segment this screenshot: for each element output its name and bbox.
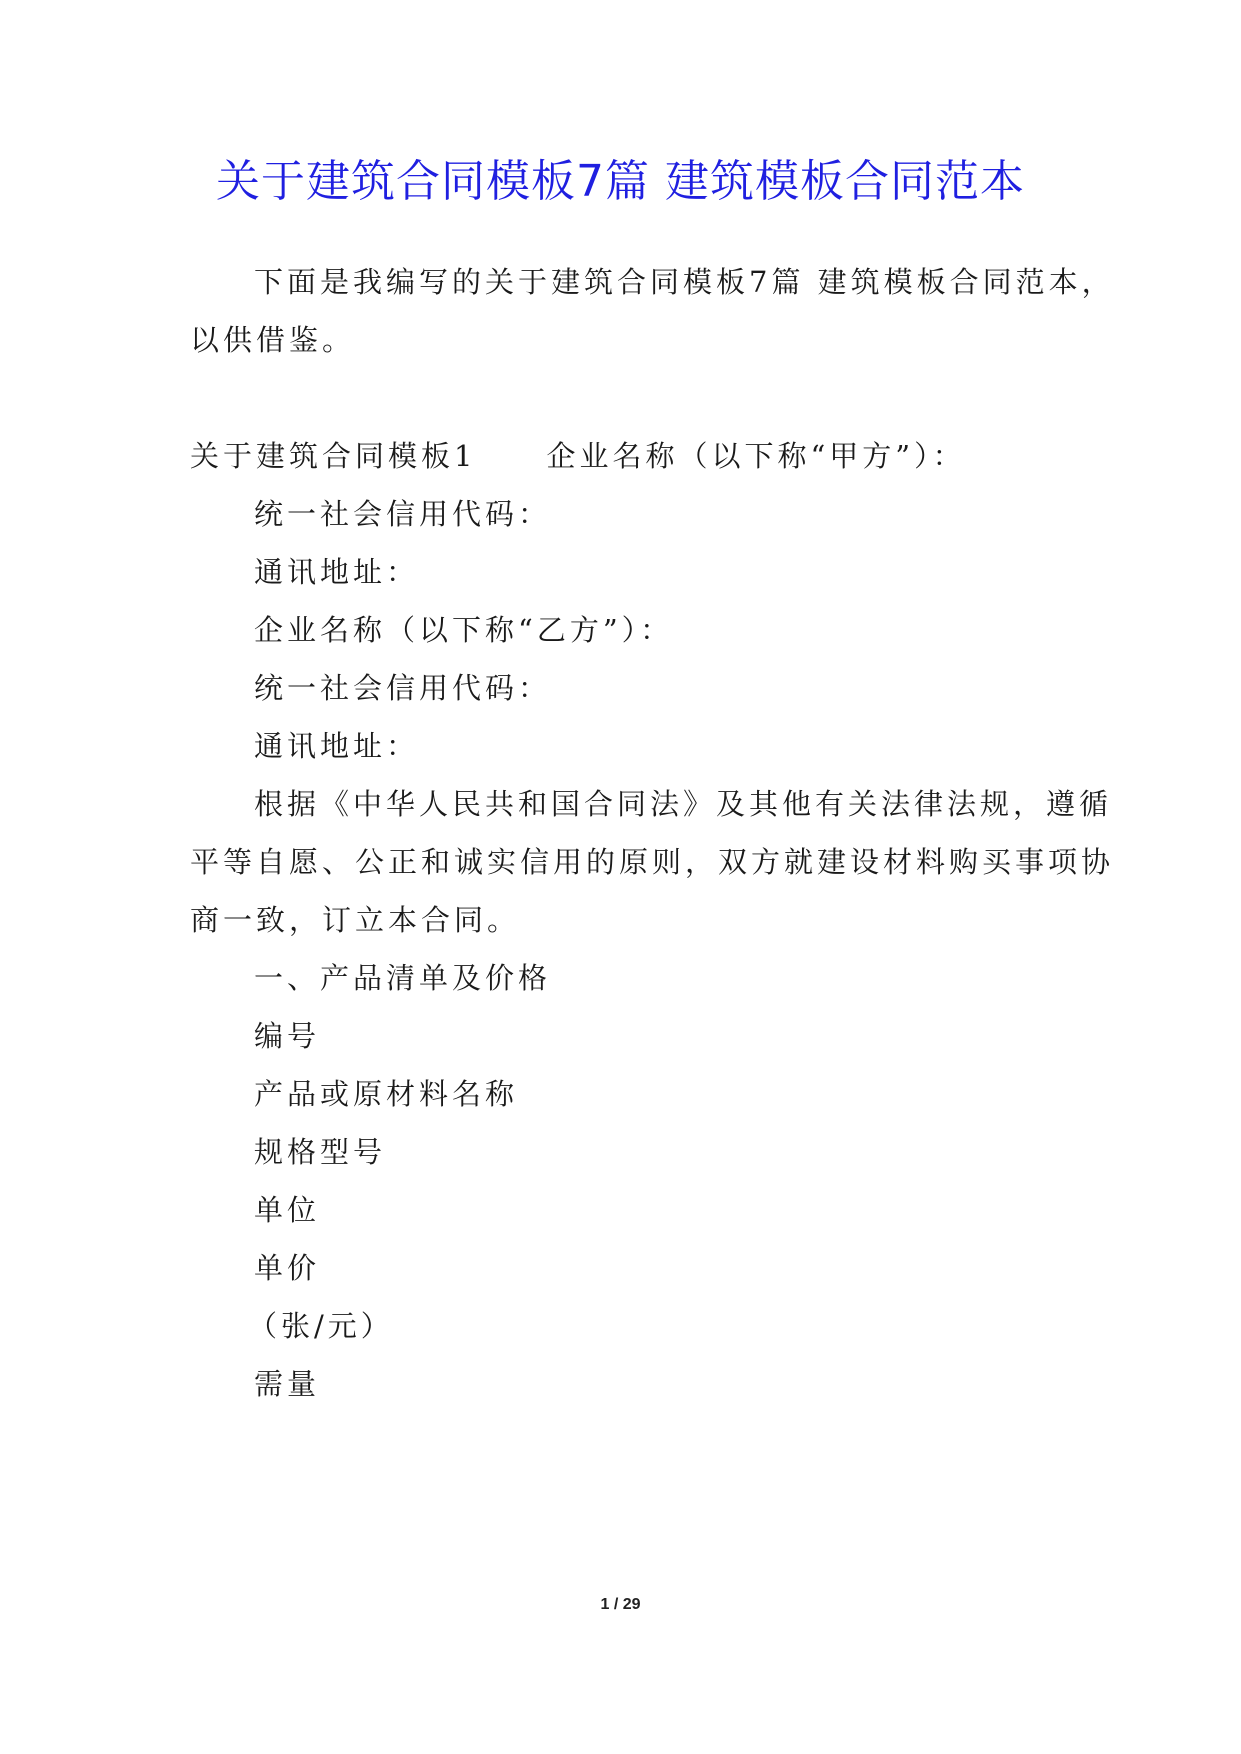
- column-product: 产品或原材料名称: [254, 1077, 519, 1111]
- intro-line-2: 以供借鉴。: [190, 323, 356, 357]
- column-price: 单价: [254, 1251, 321, 1285]
- column-quantity: 需量: [254, 1367, 321, 1401]
- credit-code-a: 统一社会信用代码：: [254, 497, 552, 531]
- column-spec: 规格型号: [254, 1135, 387, 1169]
- basis-line-3: 商一致，订立本合同。: [190, 903, 521, 937]
- clause-1-heading: 一、产品清单及价格: [254, 961, 552, 995]
- credit-code-b: 统一社会信用代码：: [254, 671, 552, 705]
- basis-line-2: 平等自愿、公正和诚实信用的原则，双方就建设材料购买事项协: [190, 845, 1115, 879]
- basis-line-1: 根据《中华人民共和国合同法》及其他有关法律法规，遵循: [254, 787, 1113, 821]
- address-a: 通讯地址：: [254, 555, 420, 589]
- section-heading: 关于建筑合同模板1: [190, 439, 477, 473]
- page-indicator: 1 / 29: [600, 1596, 641, 1613]
- address-b: 通讯地址：: [254, 729, 420, 763]
- column-price-unit: （张/元）: [248, 1309, 394, 1343]
- column-unit: 单位: [254, 1193, 321, 1227]
- section-heading-row: [190, 436, 966, 476]
- party-a-label: 企业名称（以下称“甲方”）：: [546, 439, 966, 473]
- party-b-label: 企业名称（以下称“乙方”）：: [254, 613, 674, 647]
- document-title: 关于建筑合同模板7篇 建筑模板合同范本: [216, 156, 1025, 207]
- column-number: 编号: [254, 1019, 321, 1053]
- intro-line-1: 下面是我编写的关于建筑合同模板7篇 建筑模板合同范本，: [254, 265, 1115, 299]
